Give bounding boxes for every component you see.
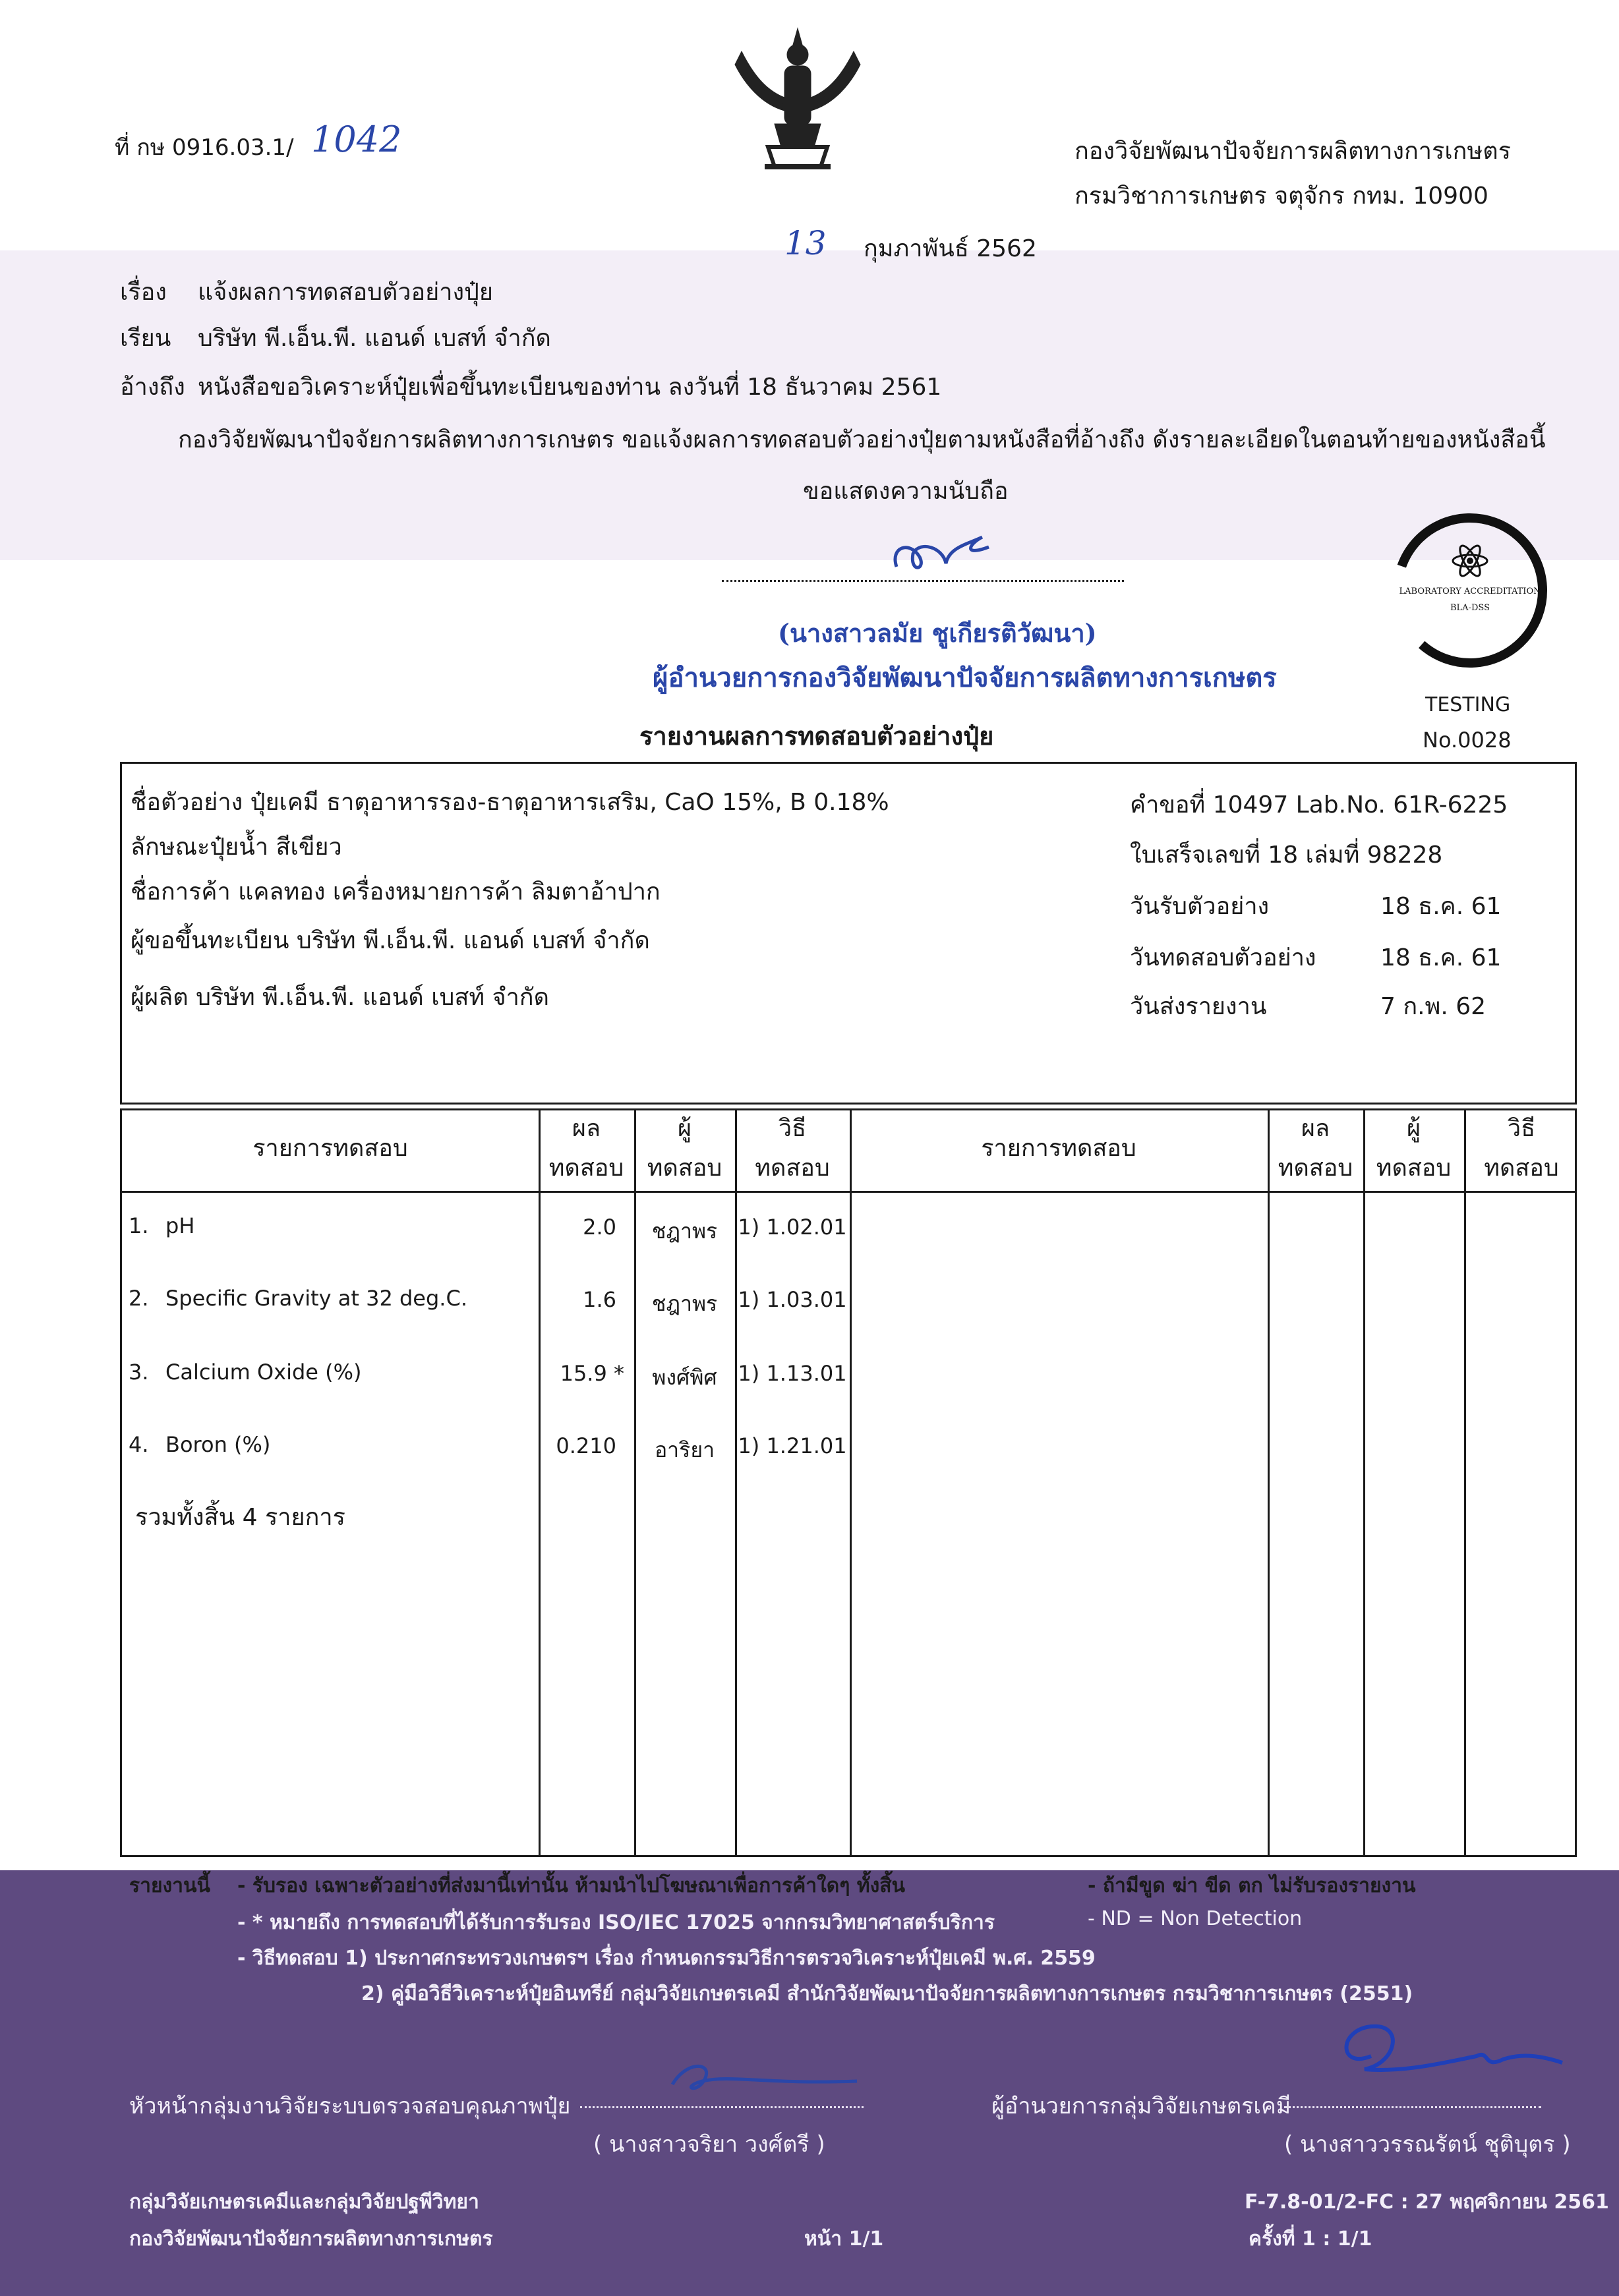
row-result: 1.6 <box>583 1287 616 1312</box>
header-method-2: ทดสอบ <box>755 1155 830 1182</box>
reported-date-label: วันส่งรายงาน <box>1130 993 1267 1020</box>
note-right-1: - ถ้ามีขูด ฆ่า ขีด ตก ไม่รับรองรายงาน <box>1088 1874 1416 1897</box>
header-result-right-1: ผล <box>1301 1115 1330 1142</box>
director-signature <box>883 527 1002 587</box>
doc-number-handwritten: 1042 <box>311 119 402 160</box>
row-result: 0.210 <box>556 1433 616 1458</box>
request-number: คำขอที่ 10497 Lab.No. 61R-6225 <box>1130 791 1508 818</box>
table-total: รวมทั้งสิ้น 4 รายการ <box>135 1504 345 1531</box>
accreditation-testing: TESTING <box>1425 693 1511 716</box>
org-line-2: กรมวิชาการเกษตร จตุจักร กทม. 10900 <box>1074 183 1488 210</box>
table-header-divider <box>122 1191 1575 1193</box>
row-result: 2.0 <box>583 1215 616 1240</box>
note-3: - วิธีทดสอบ 1) ประกาศกระทรวงเกษตรฯ เรื่อง กำหนดกรรมวิธีการตรวจวิเคราะห์ปุ๋ยเคมี พ.ศ. 2559 <box>237 1947 1096 1970</box>
right-signature <box>1325 2017 1575 2096</box>
row-method: 1) 1.21.01 <box>738 1433 847 1458</box>
header-tester-right-2: ทดสอบ <box>1376 1155 1452 1182</box>
row-tester: อาริยา <box>654 1437 715 1462</box>
garuda-emblem-icon <box>728 25 867 177</box>
sample-nature: ลักษณะปุ๋ยน้ำ สีเขียว <box>131 834 342 861</box>
row-method: 1) 1.02.01 <box>738 1215 847 1240</box>
reported-date: 7 ก.พ. 62 <box>1380 993 1487 1020</box>
row-no: 2. <box>129 1286 149 1311</box>
header-tester-1: ผู้ <box>677 1115 692 1142</box>
left-signature-line <box>580 2106 864 2108</box>
right-signature-line <box>1284 2106 1541 2108</box>
row-item: Calcium Oxide (%) <box>165 1360 362 1385</box>
header-method-1: วิธี <box>778 1115 807 1142</box>
to-label: เรียน <box>120 325 171 352</box>
reference: หนังสือขอวิเคราะห์ปุ๋ยเพื่อขึ้นทะเบียนของท่าน ลงวันที่ 18 ธันวาคม 2561 <box>198 374 942 401</box>
row-method: 1) 1.03.01 <box>738 1287 847 1312</box>
left-signer-title: หัวหน้ากลุ่มงานวิจัยระบบตรวจสอบคุณภาพปุ๋ย <box>129 2093 571 2119</box>
ref-label: อ้างถึง <box>120 374 185 401</box>
note-1: - รับรอง เฉพาะตัวอย่างที่ส่งมานี้เท่านั้น ห้ามนำไปโฆษณาเพื่อการค้าใดๆ ทั้งสิ้น <box>237 1874 906 1897</box>
date-month-year: กุมภาพันธ์ 2562 <box>864 235 1037 262</box>
accreditation-logo-text: LABORATORY ACCREDITATION <box>1399 587 1541 596</box>
note-2: - * หมายถึง การทดสอบที่ได้รับการรับรอง ISO/IEC 17025 จากกรมวิทยาศาสตร์บริการ <box>237 1911 995 1934</box>
received-date: 18 ธ.ค. 61 <box>1380 893 1502 920</box>
doc-number-prefix: ที่ กษ 0916.03.1/ <box>115 134 294 161</box>
date-day-handwritten: 13 <box>784 224 827 262</box>
footer-line-2: กองวิจัยพัฒนาปัจจัยการผลิตทางการเกษตร <box>129 2227 493 2251</box>
footer-form-number: F-7.8-01/2-FC : 27 พฤศจิกายน 2561 <box>1245 2191 1609 2214</box>
col-divider <box>1363 1110 1365 1855</box>
header-method-right-1: วิธี <box>1507 1115 1536 1142</box>
accreditation-number: No.0028 <box>1423 728 1512 753</box>
letter-body: กองวิจัยพัฒนาปัจจัยการผลิตทางการเกษตร ขอแจ้งผลการทดสอบตัวอย่างปุ๋ยตามหนังสือที่อ้างถึง ดังรายละเอียดในตอนท้ายของหนังสือนี้ <box>178 426 1546 453</box>
right-signer-name: ( นางสาววรรณรัตน์ ชุติบุตร ) <box>1284 2131 1571 2158</box>
header-result-1: ผล <box>572 1115 601 1142</box>
header-result-right-2: ทดสอบ <box>1278 1155 1353 1182</box>
note-right-2: - ND = Non Detection <box>1088 1907 1303 1930</box>
row-tester: ชฎาพร <box>651 1219 718 1244</box>
row-item: pH <box>165 1213 195 1238</box>
footer-page: หน้า 1/1 <box>804 2227 884 2251</box>
laboratory-accreditation-logo <box>1391 511 1549 670</box>
row-item: Boron (%) <box>165 1432 271 1457</box>
header-item-right: รายการทดสอบ <box>981 1135 1136 1162</box>
received-date-label: วันรับตัวอย่าง <box>1130 893 1270 920</box>
header-result-2: ทดสอบ <box>548 1155 624 1182</box>
right-signer-title: ผู้อำนวยการกลุ่มวิจัยเกษตรเคมี <box>991 2093 1291 2119</box>
note-4: 2) คู่มือวิธีวิเคราะห์ปุ๋ยอินทรีย์ กลุ่มวิจัยเกษตรเคมี สำนักวิจัยพัฒนาปัจจัยการผลิตทางการเกษตร กรมวิชาการเกษตร (2551) <box>361 1982 1413 2005</box>
signer-name: (นางสาวลมัย ชูเกียรติวัฒนา) <box>778 618 1097 648</box>
col-divider <box>1268 1110 1270 1855</box>
sample-registrant: ผู้ขอขึ้นทะเบียน บริษัท พี.เอ็น.พี. แอนด์ เบสท์ จำกัด <box>131 927 650 954</box>
subject-label: เรื่อง <box>120 279 167 306</box>
report-title: รายงานผลการทดสอบตัวอย่างปุ๋ย <box>639 722 994 751</box>
row-no: 3. <box>129 1360 149 1385</box>
recipient: บริษัท พี.เอ็น.พี. แอนด์ เบสท์ จำกัด <box>198 325 551 352</box>
row-no: 1. <box>129 1213 149 1238</box>
footer-revision: ครั้งที่ 1 : 1/1 <box>1249 2227 1372 2251</box>
header-tester-2: ทดสอบ <box>647 1155 722 1182</box>
col-divider <box>850 1110 852 1855</box>
results-table <box>120 1108 1577 1857</box>
row-method: 1) 1.13.01 <box>738 1361 847 1386</box>
col-divider <box>1464 1110 1466 1855</box>
sample-producer: ผู้ผลิต บริษัท พี.เอ็น.พี. แอนด์ เบสท์ จำกัด <box>131 984 549 1011</box>
signer-title: ผู้อำนวยการกองวิจัยพัฒนาปัจจัยการผลิตทางการเกษตร <box>653 663 1277 693</box>
sample-trade: ชื่อการค้า แคลทอง เครื่องหมายการค้า ลิมตาอ้าปาก <box>131 878 661 905</box>
header-tester-right-1: ผู้ <box>1406 1115 1421 1142</box>
left-signature <box>666 2055 864 2101</box>
tested-date-label: วันทดสอบตัวอย่าง <box>1130 944 1316 971</box>
left-signer-name: ( นางสาวจริยา วงศ์ตรี ) <box>593 2131 825 2158</box>
receipt-number: ใบเสร็จเลขที่ 18 เล่มที่ 98228 <box>1130 842 1443 869</box>
header-item: รายการทดสอบ <box>252 1135 408 1162</box>
tested-date: 18 ธ.ค. 61 <box>1380 944 1502 971</box>
row-item: Specific Gravity at 32 deg.C. <box>165 1286 467 1311</box>
row-tester: พงศ์พิศ <box>652 1365 717 1390</box>
notes-label: รายงานนี้ <box>129 1874 211 1897</box>
sample-name: ชื่อตัวอย่าง ปุ๋ยเคมี ธาตุอาหารรอง-ธาตุอาหารเสริม, CaO 15%, B 0.18% <box>131 789 889 816</box>
subject: แจ้งผลการทดสอบตัวอย่างปุ๋ย <box>198 279 493 306</box>
header-method-right-2: ทดสอบ <box>1484 1155 1559 1182</box>
signature-dotted-line <box>722 580 1124 582</box>
accreditation-logo-sub: BLA-DSS <box>1450 603 1490 613</box>
org-line-1: กองวิจัยพัฒนาปัจจัยการผลิตทางการเกษตร <box>1074 138 1511 165</box>
row-result: 15.9 * <box>560 1361 624 1386</box>
footer-line-1: กลุ่มวิจัยเกษตรเคมีและกลุ่มวิจัยปฐพีวิทยา <box>129 2191 479 2214</box>
row-no: 4. <box>129 1432 149 1457</box>
closing: ขอแสดงความนับถือ <box>803 478 1009 505</box>
row-tester: ชฎาพร <box>651 1291 718 1316</box>
